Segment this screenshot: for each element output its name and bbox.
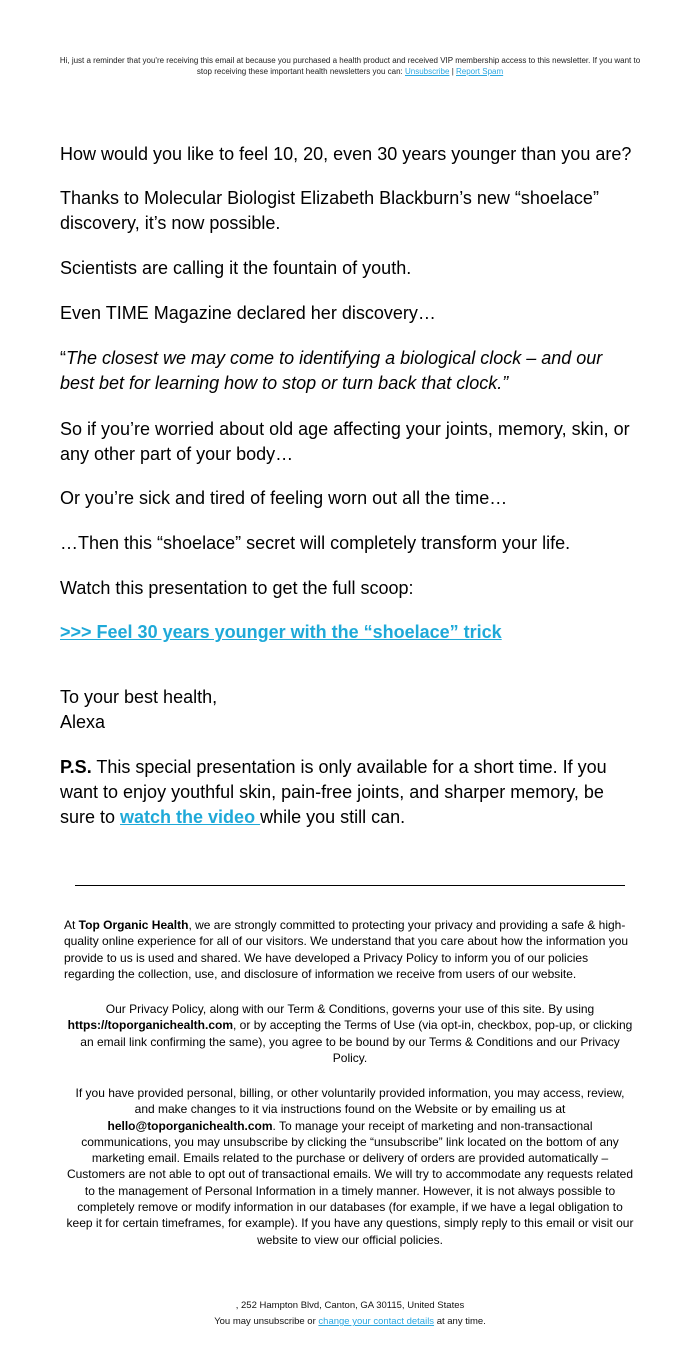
transform-paragraph: …Then this “shoelace” secret will completely transform your life. [60, 533, 571, 553]
footer-text: You may unsubscribe or [214, 1316, 319, 1327]
discovery-paragraph: Thanks to Molecular Biologist Elizabeth Blackburn’s new “shoelace” discovery, it’s now possible. [60, 188, 599, 233]
legal-text: , we are strongly committed to protecting your privacy and providing a safe & high-quality online experience for all of our visitors. We understand that you care about how the information you provide to us is used and shared. We have developed a Privacy Policy to inform you of our policies regarding the collection, use, and disclosure of information we receive from users of our website. [64, 918, 629, 981]
intro-paragraph: How would you like to feel 10, 20, even 30 years younger than you are? [60, 144, 632, 164]
legal-text: , or by accepting the Terms of Use (via opt-in, checkbox, pop-up, or clicking an email link confirming the same), you agree to be bound by our Terms & Conditions and our Privacy Policy. [80, 1018, 633, 1065]
footer [150, 1300, 550, 1328]
preheader [58, 55, 642, 77]
ps-text: This special presentation is only available for a short time. If you want to enjoy youthful skin, pain-free joints, and sharper memory, be sure to [60, 757, 607, 827]
footer-address: , 252 Hampton Blvd, Canton, GA 30115, United States [235, 1300, 465, 1311]
report-spam-link[interactable]: Report Spam [456, 67, 504, 76]
legal-text: Our Privacy Policy, along with our Term & Conditions, governs your use of this site. By using [105, 1002, 595, 1016]
footer-unsubscribe [150, 1316, 550, 1328]
tired-paragraph: Or you’re sick and tired of feeling worn out all the time… [60, 488, 508, 508]
legal-terms-paragraph [64, 1001, 636, 1066]
fountain-paragraph: Scientists are calling it the fountain of youth. [60, 258, 412, 278]
legal-privacy-paragraph [64, 917, 636, 982]
cta-link[interactable]: >>> Feel 30 years younger with the “shoelace” trick [60, 622, 502, 642]
preheader-separator: | [451, 67, 454, 76]
legal-text: If you have provided personal, billing, or other voluntarily provided information, you may access, review, and make changes to it via instructions found on the Website or by emailing us at [75, 1086, 625, 1117]
ps-label: P.S. [60, 757, 92, 777]
ps-end: while you still can. [260, 807, 406, 827]
support-email: hello@toporganichealth.com [107, 1118, 273, 1133]
signature: Alexa [60, 712, 106, 732]
footer-text: at any time. [434, 1316, 486, 1327]
quote-text: The closest we may come to identifying a biological clock – and our best bet for learning how to stop or turn back that clock.” [60, 348, 603, 393]
cta-paragraph [60, 620, 640, 645]
site-url: https://toporganichealth.com [67, 1018, 234, 1033]
company-name: Top Organic Health [78, 918, 189, 932]
quote-mark: “ [60, 348, 66, 368]
signoff: To your best health, [60, 687, 218, 707]
change-contact-details-link[interactable]: change your contact details [318, 1316, 435, 1327]
worried-paragraph: So if you’re worried about old age affecting your joints, memory, skin, or any other part of your body… [60, 419, 630, 464]
watch-paragraph: Watch this presentation to get the full scoop: [60, 578, 414, 598]
legal-info-paragraph [64, 1085, 636, 1248]
unsubscribe-link[interactable]: Unsubscribe [404, 67, 450, 76]
quote-paragraph [60, 346, 640, 396]
legal-text: At [64, 918, 79, 932]
legal-text: . To manage your receipt of marketing and non-transactional communications, you may unsubscribe by clicking the “unsubscribe” link located on the bottom of any marketing email. Emails related to the purchase or delivery of orders are provided automatically – Customers are not able to opt out of transactional emails. We will try to accommodate any requests related to the management of Personal Information in a timely manner. However, it is not always possible to completely remove or modify information in our databases (for example, if we have a legal obligation to keep it for certain timeframes, for example). If you have any questions, simply reply to this email or visit our website to view our official policies. [66, 1118, 634, 1247]
time-paragraph: Even TIME Magazine declared her discovery… [60, 303, 436, 323]
ps-paragraph [60, 755, 640, 830]
watch-video-link[interactable]: watch the video [120, 807, 261, 827]
preheader-text: Hi, just a reminder that you're receiving this email at because you purchased a health product and received VIP membership access to this newsletter. If you want to stop receiving these important health newsletters you can: [59, 56, 641, 76]
divider [75, 885, 625, 886]
